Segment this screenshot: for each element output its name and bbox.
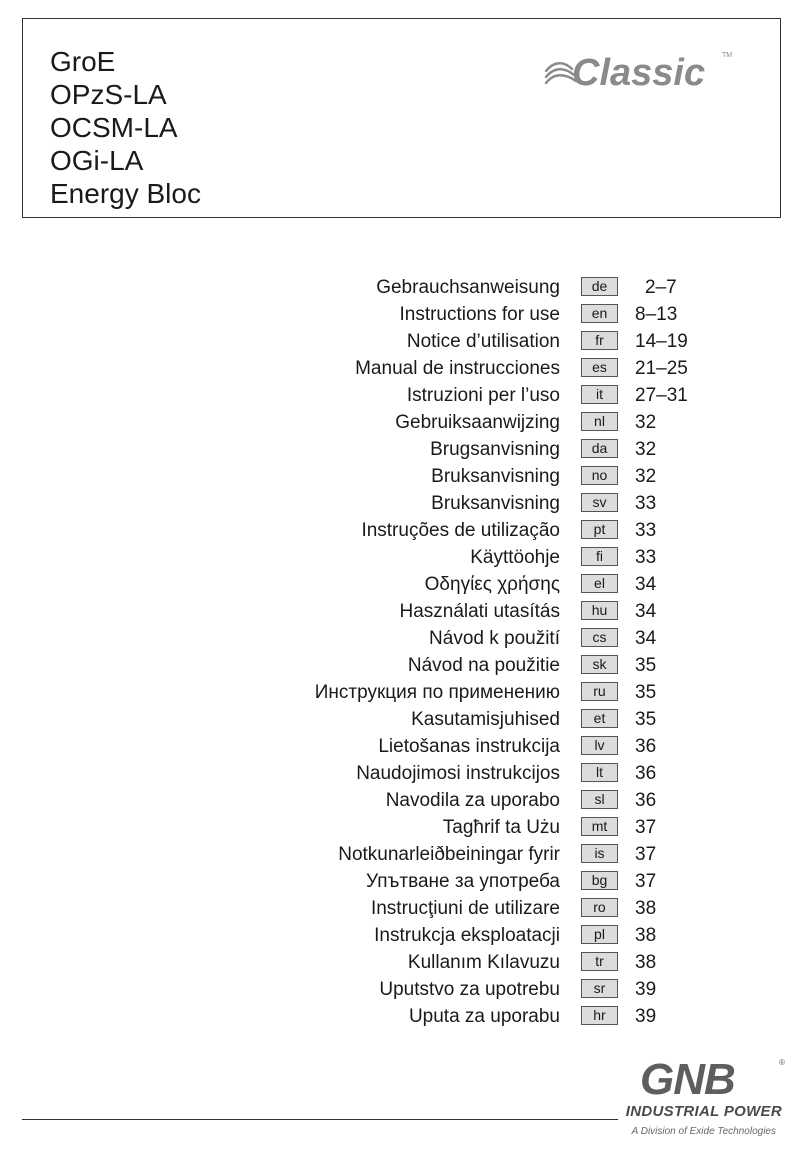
toc-row[interactable]	[0, 789, 808, 816]
language-code-badge: ru	[581, 682, 618, 701]
product-list	[50, 45, 201, 210]
bottom-divider	[22, 1119, 618, 1120]
language-code-badge: fi	[581, 547, 618, 566]
toc-page-range: 2–7	[645, 277, 677, 298]
language-code-badge: en	[581, 304, 618, 323]
toc-language-label: Manual de instrucciones	[355, 358, 560, 379]
toc-row[interactable]	[0, 978, 808, 1005]
language-code-badge: hr	[581, 1006, 618, 1025]
toc-row[interactable]	[0, 546, 808, 573]
toc-row[interactable]	[0, 762, 808, 789]
toc-language-label: Bruksanvisning	[431, 493, 560, 514]
toc-language-label: Uputa za uporabu	[408, 1006, 560, 1027]
toc-language-label: Návod k použití	[429, 628, 560, 649]
toc-row[interactable]	[0, 1005, 808, 1032]
toc-language-label: Instructions for use	[399, 304, 560, 325]
toc-page-range: 32	[635, 412, 657, 433]
toc-row[interactable]	[0, 843, 808, 870]
toc-row[interactable]	[0, 303, 808, 330]
language-code-badge: mt	[581, 817, 618, 836]
language-code-badge: bg	[581, 871, 618, 890]
toc-page-range: 33	[635, 493, 657, 514]
toc-language-label: Kullanım Kılavuzu	[407, 952, 560, 973]
toc-page-range: 32	[635, 439, 657, 460]
toc-row[interactable]	[0, 384, 808, 411]
toc-language-label: Tagħrif ta Użu	[442, 817, 560, 838]
toc-page-range: 32	[635, 466, 657, 487]
toc-row[interactable]	[0, 681, 808, 708]
product-name: OPzS-LA	[50, 79, 167, 110]
toc-row[interactable]	[0, 357, 808, 384]
language-code-badge: sr	[581, 979, 618, 998]
language-code-badge: pt	[581, 520, 618, 539]
toc-page-range: 14–19	[635, 331, 688, 352]
toc-language-label: Käyttöohje	[470, 547, 560, 568]
language-code-badge: hu	[581, 601, 618, 620]
toc-language-label: Kasutamisjuhised	[411, 709, 560, 730]
toc-language-label: Gebrauchsanweisung	[376, 277, 560, 298]
toc-page-range: 35	[635, 709, 657, 730]
language-code-badge: sk	[581, 655, 618, 674]
language-code-badge: da	[581, 439, 618, 458]
toc-page-range: 33	[635, 547, 657, 568]
language-code-badge: cs	[581, 628, 618, 647]
toc-language-label: Návod na použitie	[407, 655, 560, 676]
language-code-badge: fr	[581, 331, 618, 350]
language-code-badge: sl	[581, 790, 618, 809]
toc-language-label: Navodila za uporabo	[385, 790, 560, 811]
toc-row[interactable]	[0, 438, 808, 465]
toc-row[interactable]	[0, 816, 808, 843]
language-code-badge: sv	[581, 493, 618, 512]
title-box	[22, 18, 781, 218]
toc-language-label: Instruções de utilização	[361, 520, 560, 541]
toc-row[interactable]	[0, 870, 808, 897]
product-name: OGi-LA	[50, 145, 144, 176]
toc-page-range: 37	[635, 871, 657, 892]
toc-page-range: 37	[635, 844, 657, 865]
language-code-badge: lt	[581, 763, 618, 782]
toc-row[interactable]	[0, 330, 808, 357]
toc-row[interactable]	[0, 654, 808, 681]
toc-page-range: 37	[635, 817, 657, 838]
toc-language-label: Инструкция по применению	[314, 682, 560, 703]
language-code-badge: de	[581, 277, 618, 296]
toc-row[interactable]	[0, 708, 808, 735]
language-code-badge: it	[581, 385, 618, 404]
toc-language-label: Brugsanvisning	[430, 439, 560, 460]
toc-language-label: Istruzioni per l’uso	[406, 385, 560, 406]
toc-row[interactable]	[0, 276, 808, 303]
gnb-logo: GNB	[640, 1055, 735, 1104]
toc-page-range: 36	[635, 790, 657, 811]
toc-page-range: 21–25	[635, 358, 688, 379]
classic-wordmark: Classic	[572, 52, 706, 93]
language-code-badge: es	[581, 358, 618, 377]
toc-page-range: 38	[635, 925, 657, 946]
toc-language-label: Használati utasítás	[399, 601, 560, 622]
classic-logo	[542, 45, 742, 93]
toc-row[interactable]	[0, 951, 808, 978]
toc-page-range: 27–31	[635, 385, 688, 406]
toc-row[interactable]	[0, 897, 808, 924]
toc-row[interactable]	[0, 465, 808, 492]
toc-row[interactable]	[0, 519, 808, 546]
toc-language-label: Notice d’utilisation	[406, 331, 560, 352]
toc-page-range: 39	[635, 1006, 657, 1027]
toc-row[interactable]	[0, 492, 808, 519]
toc-language-label: Instrukcja eksploatacji	[374, 925, 560, 946]
trademark-mark: TM	[722, 52, 733, 59]
toc-language-label: Lietošanas instrukcija	[378, 736, 560, 757]
toc-row[interactable]	[0, 411, 808, 438]
toc-language-label: Упътване за употреба	[366, 871, 560, 892]
toc-page-range: 35	[635, 655, 657, 676]
division-note: A Division of Exide Technologies	[631, 1126, 776, 1137]
language-code-badge: is	[581, 844, 618, 863]
toc-page-range: 34	[635, 628, 657, 649]
toc-page-range: 34	[635, 574, 657, 595]
product-name: Energy Bloc	[50, 178, 201, 209]
toc-page-range: 35	[635, 682, 657, 703]
toc-page-range: 38	[635, 898, 657, 919]
product-name: OCSM-LA	[50, 112, 178, 143]
language-table-of-contents	[0, 276, 808, 1032]
language-code-badge: el	[581, 574, 618, 593]
toc-language-label: Gebruiksaanwijzing	[395, 412, 560, 433]
product-name: GroE	[50, 46, 116, 77]
toc-row[interactable]	[0, 924, 808, 951]
industrial-power-tagline: INDUSTRIAL POWER	[625, 1103, 782, 1120]
language-code-badge: lv	[581, 736, 618, 755]
toc-page-range: 33	[635, 520, 657, 541]
toc-language-label: Uputstvo za upotrebu	[379, 979, 560, 1000]
toc-page-range: 34	[635, 601, 657, 622]
language-code-badge: et	[581, 709, 618, 728]
toc-row[interactable]	[0, 627, 808, 654]
toc-page-range: 36	[635, 763, 657, 784]
language-code-badge: tr	[581, 952, 618, 971]
toc-page-range: 38	[635, 952, 657, 973]
toc-language-label: Naudojimosi instrukcijos	[356, 763, 560, 784]
toc-language-label: Notkunarleiðbeiningar fyrir	[338, 844, 560, 865]
toc-language-label: Instrucţiuni de utilizare	[370, 898, 560, 919]
language-code-badge: pl	[581, 925, 618, 944]
language-code-badge: ro	[581, 898, 618, 917]
toc-page-range: 8–13	[635, 304, 678, 325]
toc-page-range: 39	[635, 979, 657, 1000]
language-code-badge: nl	[581, 412, 618, 431]
toc-language-label: Οδηγίες χρήσης	[424, 574, 560, 595]
toc-row[interactable]	[0, 573, 808, 600]
toc-page-range: 36	[635, 736, 657, 757]
language-code-badge: no	[581, 466, 618, 485]
toc-row[interactable]	[0, 600, 808, 627]
toc-row[interactable]	[0, 735, 808, 762]
toc-language-label: Bruksanvisning	[431, 466, 560, 487]
registered-mark: ®	[779, 1058, 785, 1067]
